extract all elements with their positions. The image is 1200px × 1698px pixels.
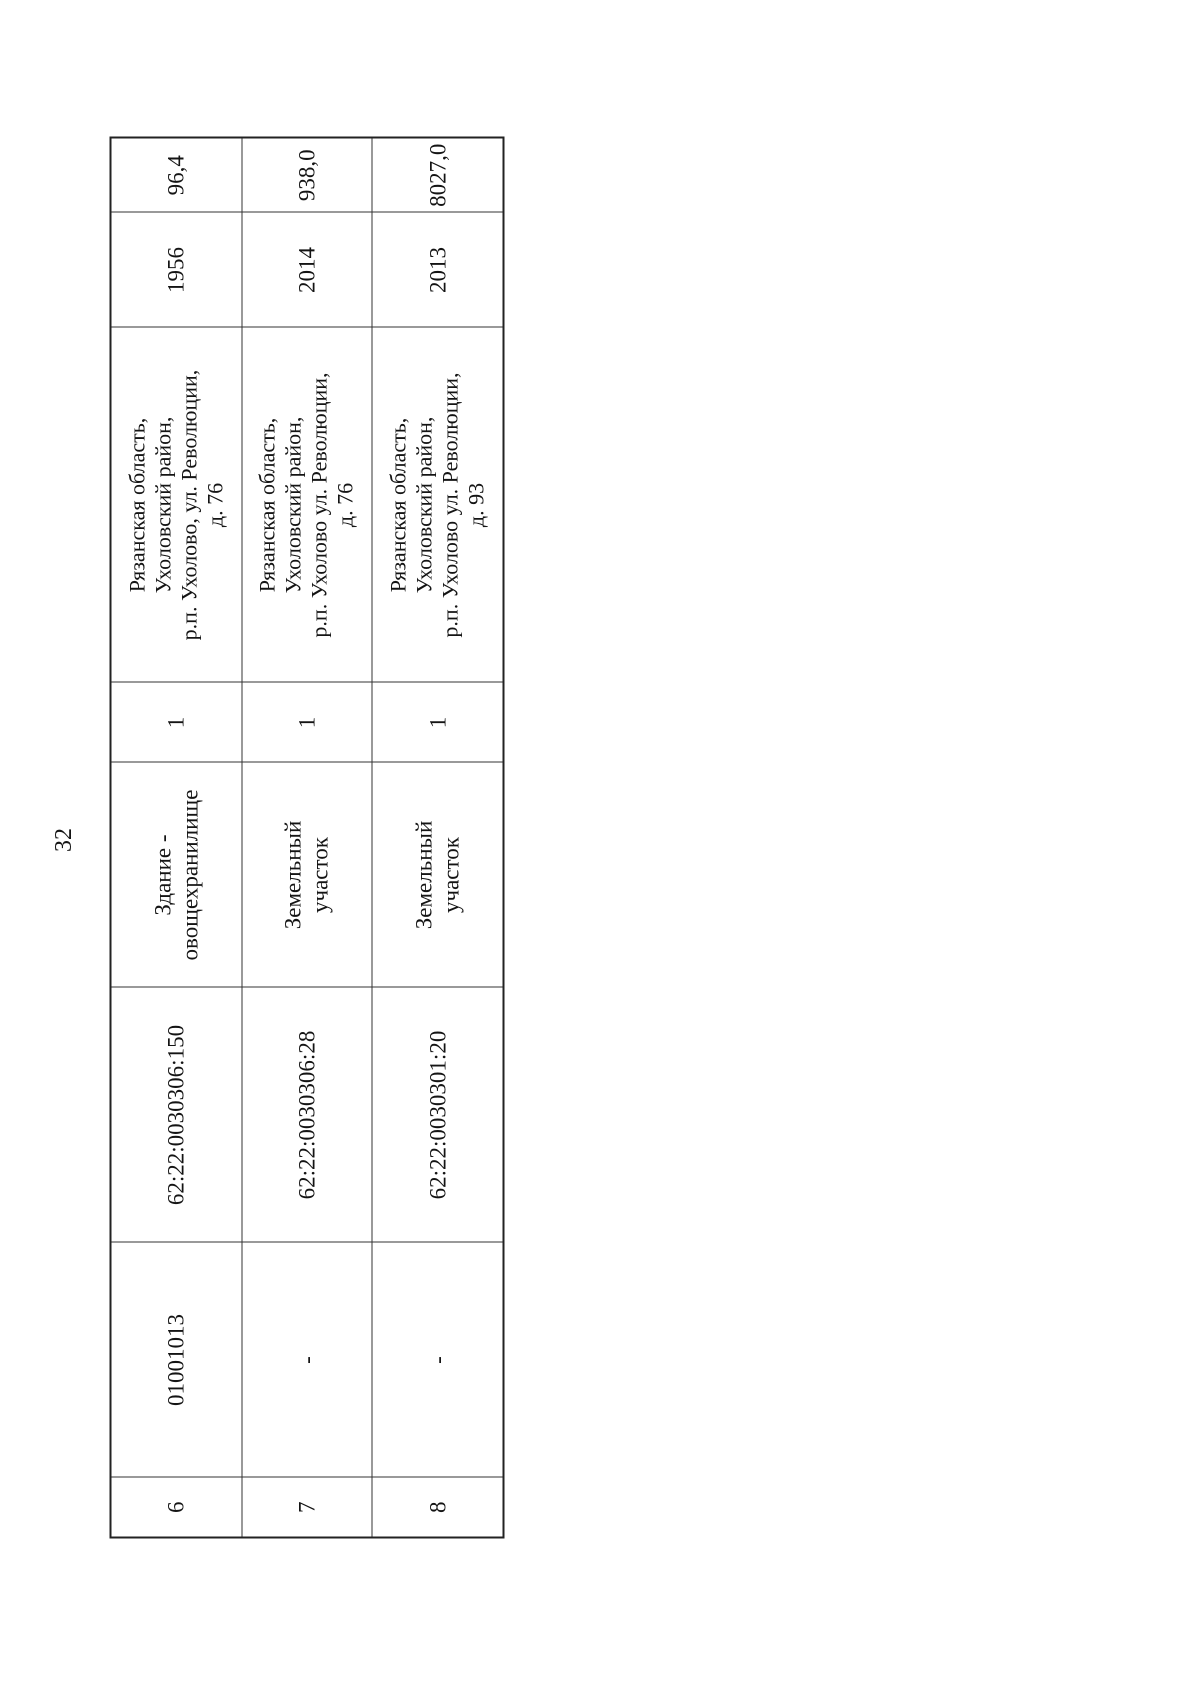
object-name-line: овощехранилище (177, 789, 203, 960)
inventory-number: - (242, 1242, 373, 1477)
property-table (110, 136, 505, 1538)
object-name-line: Здание - (150, 833, 176, 916)
quantity: 1 (372, 682, 503, 762)
object-name (111, 762, 242, 987)
quantity: 1 (242, 682, 373, 762)
year: 1956 (111, 212, 242, 327)
row-index: 8 (372, 1477, 503, 1537)
object-name-line: Земельный (411, 820, 437, 929)
page-number: 32 (51, 828, 77, 852)
area: 96,4 (111, 137, 242, 212)
address (242, 327, 373, 682)
table-row (242, 137, 373, 1537)
area: 8027,0 (372, 137, 503, 212)
inventory-number: 01001013 (111, 1242, 242, 1477)
object-name (242, 762, 373, 987)
object-name-line: Земельный (280, 820, 306, 929)
cadastral-number: 62:22:0030306:150 (111, 987, 242, 1242)
address-line: д. 76 (202, 482, 228, 527)
address-line: д. 76 (332, 482, 358, 527)
address (111, 327, 242, 682)
area: 938,0 (242, 137, 373, 212)
inventory-number: - (372, 1242, 503, 1477)
address-line: р.п. Ухолово ул. Революции, (306, 371, 332, 638)
table-row (372, 137, 503, 1537)
address-line: р.п. Ухолово, ул. Революции, (176, 369, 202, 640)
address-line: д. 93 (463, 482, 489, 527)
address-line: Рязанская область, (254, 417, 280, 592)
quantity: 1 (111, 682, 242, 762)
address-line: р.п. Ухолово ул. Революции, (437, 371, 463, 638)
cadastral-number: 62:22:0030301:20 (372, 987, 503, 1242)
row-index: 6 (111, 1477, 242, 1537)
object-name-line: участок (307, 836, 333, 913)
object-name (372, 762, 503, 987)
object-name-line: участок (438, 836, 464, 913)
table-row (111, 137, 242, 1537)
address-line: Рязанская область, (124, 417, 150, 592)
address-line: Ухоловский район, (280, 416, 306, 593)
address-line: Рязанская область, (385, 417, 411, 592)
row-index: 7 (242, 1477, 373, 1537)
address (372, 327, 503, 682)
year: 2013 (372, 212, 503, 327)
address-line: Ухоловский район, (411, 416, 437, 593)
year: 2014 (242, 212, 373, 327)
cadastral-number: 62:22:0030306:28 (242, 987, 373, 1242)
property-table-container (110, 138, 505, 1538)
address-line: Ухоловский район, (150, 416, 176, 593)
